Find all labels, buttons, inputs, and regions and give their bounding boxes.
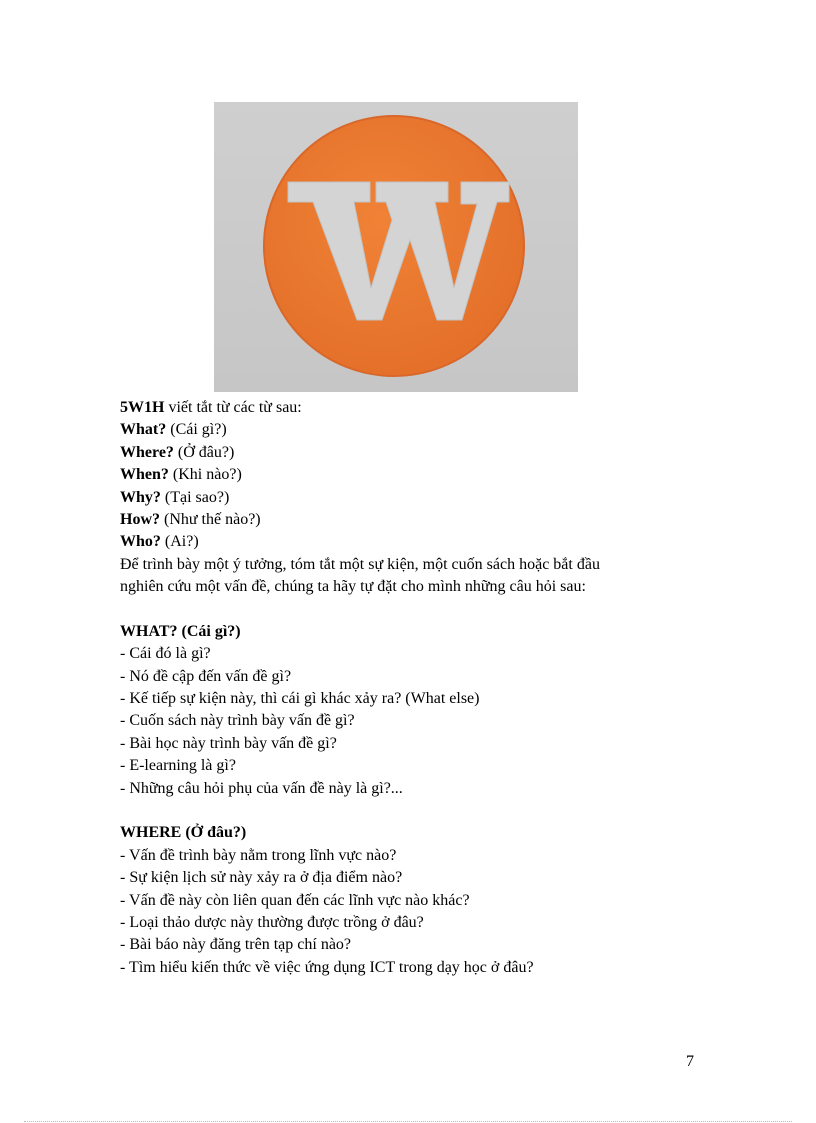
page-bottom-divider (24, 1121, 792, 1122)
list-item: - Bài báo này đăng trên tạp chí nào? (120, 936, 352, 954)
word-vi: (Như thế nào?) (160, 510, 261, 528)
page-number: 7 (686, 1053, 694, 1070)
paragraph-line-1: Để trình bày một ý tưởng, tóm tắt một sự kiện, một cuốn sách hoặc bắt đầu (120, 555, 600, 573)
where-heading-text: WHERE (Ở đâu?) (120, 824, 247, 842)
list-item: - Cuốn sách này trình bày vấn đề gì? (120, 712, 355, 730)
list-item: - E-learning là gì? (120, 757, 236, 775)
word-how (120, 509, 740, 531)
list-item: - Tìm hiểu kiến thức về việc ứng dụng ICT trong dạy học ở đâu? (120, 958, 534, 976)
word-what (120, 419, 740, 441)
intro-term: 5W1H (120, 399, 165, 416)
where-heading (120, 822, 740, 844)
list-item: - Vấn đề trình bày nằm trong lĩnh vực nào? (120, 846, 397, 864)
list-item: - Kế tiếp sự kiện này, thì cái gì khác xảy ra? (What else) (120, 690, 480, 708)
list-item: - Nó đề cập đến vấn đề gì? (120, 667, 292, 685)
main-text (120, 397, 740, 979)
list-item: - Loại thảo dược này thường được trồng ở đâu? (120, 913, 424, 931)
list-item: - Bài học này trình bày vấn đề gì? (120, 734, 337, 752)
w-logo-image (214, 102, 578, 392)
word-vi: (Khi nào?) (168, 466, 242, 484)
word-en: Who? (120, 533, 161, 551)
list-item: - Những câu hỏi phụ của vấn đề này là gì?... (120, 779, 403, 797)
word-en: Why? (120, 488, 161, 506)
what-heading (120, 621, 740, 643)
paragraph-line-2: nghiên cứu một vấn đề, chúng ta hãy tự đặt cho mình những câu hỏi sau: (120, 578, 586, 596)
word-why (120, 487, 740, 509)
word-where (120, 442, 740, 464)
word-en: How? (120, 510, 160, 528)
word-vi: (Cái gì?) (166, 421, 227, 439)
word-en: Where? (120, 443, 174, 461)
word-en: What? (120, 421, 167, 439)
spacer (120, 599, 740, 621)
word-vi: (Ở đâu?) (173, 443, 235, 461)
list-item: - Sự kiện lịch sử này xảy ra ở địa điểm nào? (120, 869, 403, 887)
word-who (120, 531, 740, 553)
what-heading-text: WHAT? (Cái gì?) (120, 622, 241, 640)
word-vi: (Ai?) (160, 533, 199, 551)
word-vi: (Tại sao?) (160, 488, 230, 506)
word-when (120, 464, 740, 486)
list-item: - Vấn đề này còn liên quan đến các lĩnh vực nào khác? (120, 891, 470, 909)
intro-rest: viết tắt từ các từ sau: (164, 399, 302, 416)
list-item: - Cái đó là gì? (120, 645, 211, 663)
w-logo-icon (214, 102, 578, 392)
intro-line (120, 397, 740, 419)
word-en: When? (120, 466, 169, 484)
spacer (120, 800, 740, 822)
